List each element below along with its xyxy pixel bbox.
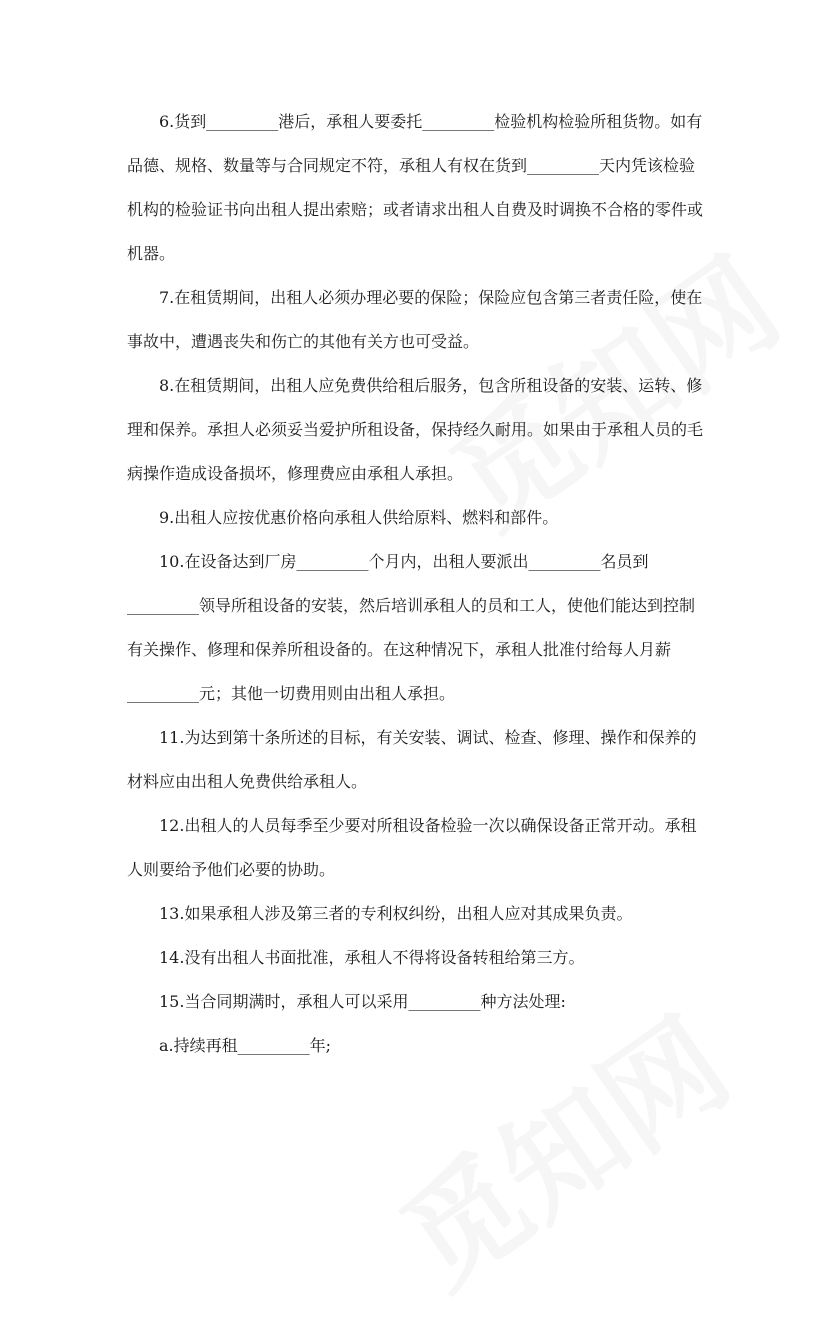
clause-7: 7.在租赁期间，出租人必须办理必要的保险；保险应包含第三者责任险，使在事故中，遭遇丧失和伤亡的其他有关方也可受益。 xyxy=(127,288,703,351)
clause-13: 13.如果承租人涉及第三者的专利权纠纷，出租人应对其成果负责。 xyxy=(159,904,633,923)
clause-15-option-a: a.持续再租_________年; xyxy=(159,1036,332,1055)
clause-10: 10.在设备达到厂房_________个月内，出租人要派出_________名员到_________领导所租设备的安装，然后培训承租人的员和工人，使他们能达到控制有关操作、修理和保养所租设备的。在这种情况下，承租人批准付给每人月薪_________元；其他一切费用则由出租人承担。 xyxy=(127,552,696,703)
clause-6: 6.货到_________港后，承租人要委托_________检验机构检验所租货物。如有品德、规格、数量等与合同规定不符，承租人有权在货到_________天内凭该检验机构的检验证书向出租人提出索赔；或者请求出租人自费及时调换不合格的零件或机器。 xyxy=(127,112,704,263)
clause-11: 11.为达到第十条所述的目标，有关安装、调试、检查、修理、操作和保养的材料应由出租人免费供给承租人。 xyxy=(127,728,697,791)
clause-9: 9.出租人应按优惠价格向承租人供给原料、燃料和部件。 xyxy=(159,508,559,527)
clause-12: 12.出租人的人员每季至少要对所租设备检验一次以确保设备正常开动。承租人则要给予他们必要的协助。 xyxy=(127,816,697,879)
clause-15: 15.当合同期满时，承租人可以采用_________种方法处理: xyxy=(159,992,566,1011)
clause-14: 14.没有出租人书面批准，承租人不得将设备转租给第三方。 xyxy=(159,948,585,967)
contract-body xyxy=(127,100,707,1068)
clause-8: 8.在租赁期间，出租人应免费供给租后服务，包含所租设备的安装、运转、修理和保养。承担人必须妥当爱护所租设备，保持经久耐用。如果由于承租人员的毛病操作造成设备损坏，修理费应由承租人承担。 xyxy=(127,376,704,483)
